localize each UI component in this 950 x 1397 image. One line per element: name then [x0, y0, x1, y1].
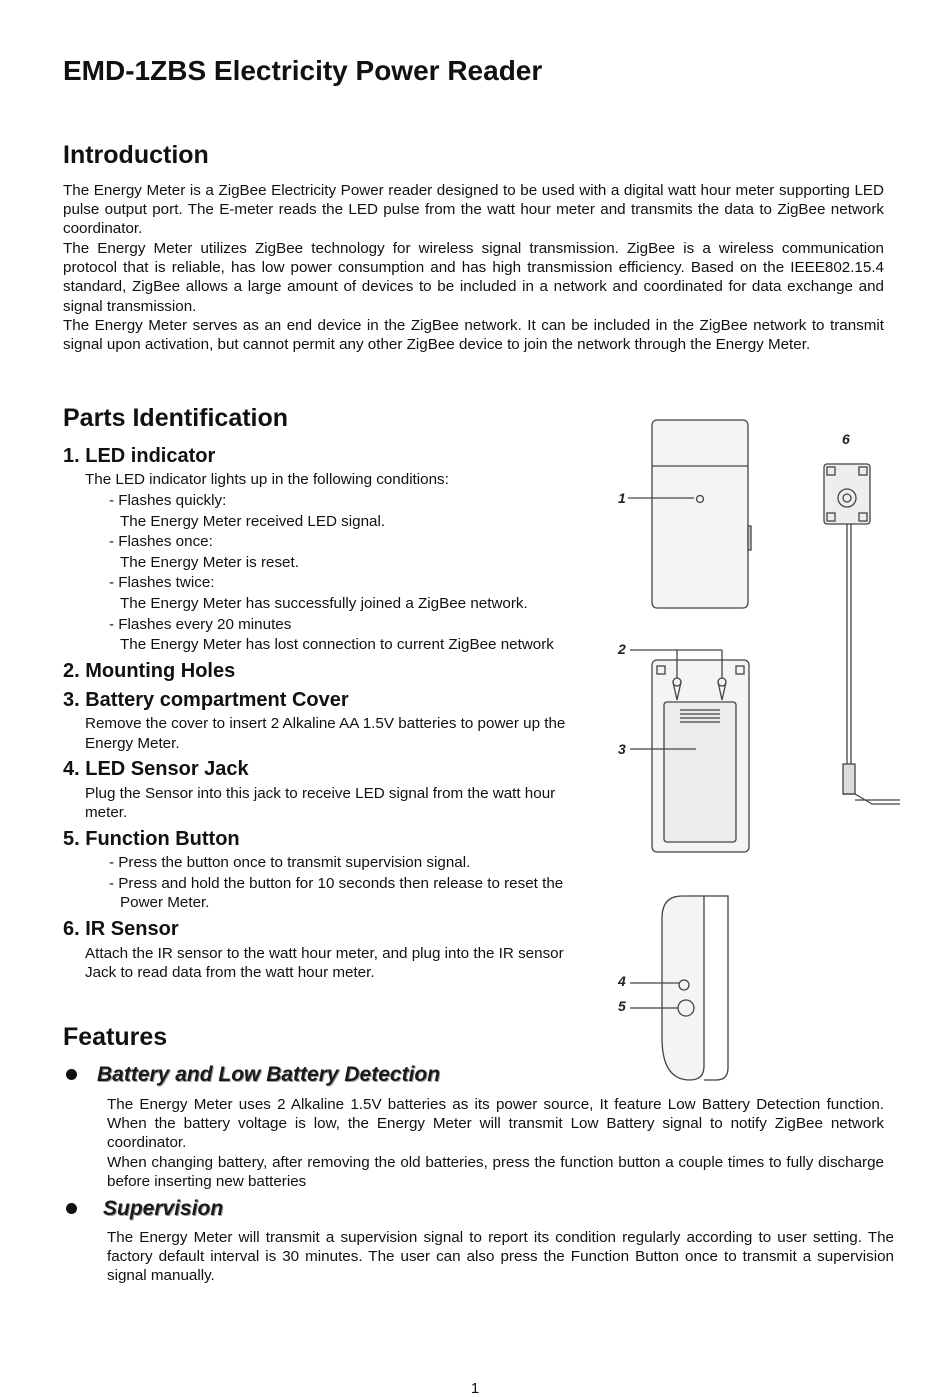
ir-sensor-text: Jack to read data from the watt hour meter. [85, 964, 375, 981]
feature-supervision-paragraph: The Energy Meter will transmit a supervision signal to report its condition regularly according to user setting. The factory default interval is 30 minutes. The user can also press the Function Button once to transmit a supervision signal manually. [107, 1229, 894, 1285]
bullet-icon [66, 1069, 77, 1080]
led-condition-desc: The Energy Meter has successfully joined a ZigBee network. [120, 595, 528, 612]
callout-label-3: 3 [618, 741, 626, 757]
led-condition-desc: The Energy Meter has lost connection to current ZigBee network [120, 636, 554, 653]
callout-label-4: 4 [618, 973, 626, 989]
led-sensor-jack-heading: 4. LED Sensor Jack [63, 758, 249, 780]
led-condition-label: - Flashes every 20 minutes [109, 616, 292, 633]
bullet-icon [66, 1203, 77, 1214]
function-button-text: Power Meter. [120, 894, 210, 911]
ir-sensor-heading: 6. IR Sensor [63, 918, 179, 940]
callout-label-2: 2 [618, 641, 626, 657]
ir-sensor-text: Attach the IR sensor to the watt hour meter, and plug into the IR sensor [85, 945, 564, 962]
introduction-heading: Introduction [63, 141, 209, 169]
callout-label-6: 6 [842, 431, 850, 447]
led-condition-label: - Flashes quickly: [109, 492, 227, 509]
function-button-heading: 5. Function Button [63, 828, 240, 850]
intro-paragraph-1: The Energy Meter is a ZigBee Electricity Power reader designed to be used with a digital watt hour meter supporting LED pulse output port. The E-meter reads the LED pulse from the watt hour meter and transmits the data to ZigBee network coordinator. [63, 182, 884, 238]
led-sensor-jack-text: meter. [85, 804, 128, 821]
feature-title-battery: Battery and Low Battery Detection [97, 1063, 441, 1086]
led-indicator-heading: 1. LED indicator [63, 445, 216, 467]
feature-title-supervision: Supervision [103, 1197, 224, 1220]
document-title: EMD-1ZBS Electricity Power Reader [63, 55, 543, 86]
features-heading: Features [63, 1023, 168, 1051]
battery-cover-text: Remove the cover to insert 2 Alkaline AA 1.5V batteries to power up the [85, 715, 566, 732]
feature-battery-paragraph-1: The Energy Meter uses 2 Alkaline 1.5V batteries as its power source, It feature Low Battery Detection function. When the battery voltage is low, the Energy Meter will transmit Low Battery signal to notify ZigBee network coordinator. [107, 1096, 884, 1152]
parts-heading: Parts Identification [63, 404, 289, 432]
battery-cover-text: Energy Meter. [85, 735, 180, 752]
intro-paragraph-3: The Energy Meter serves as an end device in the ZigBee network. It can be included in the ZigBee network to transmit signal upon activation, but cannot permit any other ZigBee device to join the network through the Energy Meter. [63, 317, 884, 354]
mounting-holes-heading: 2. Mounting Holes [63, 660, 236, 682]
callout-label-5: 5 [618, 998, 626, 1014]
led-sensor-jack-text: Plug the Sensor into this jack to receive LED signal from the watt hour [85, 785, 556, 802]
page-number: 1 [470, 1380, 480, 1397]
callout-label-1: 1 [618, 490, 626, 506]
led-condition-label: - Flashes once: [109, 533, 213, 550]
function-button-text: - Press the button once to transmit supervision signal. [109, 854, 471, 871]
battery-cover-heading: 3. Battery compartment Cover [63, 689, 349, 711]
led-condition-desc: The Energy Meter received LED signal. [120, 513, 386, 530]
device-diagram [612, 418, 904, 1084]
led-condition-desc: The Energy Meter is reset. [120, 554, 299, 571]
feature-battery-paragraph-2: When changing battery, after removing the old batteries, press the function button a couple times to fully discharge before inserting new batteries [107, 1154, 884, 1191]
led-intro: The LED indicator lights up in the following conditions: [85, 471, 449, 488]
intro-paragraph-2: The Energy Meter utilizes ZigBee technology for wireless signal transmission. ZigBee is a wireless communication protocol that is reliable, has low power consumption and has high transmission efficiency. Based on the IEEE802.15.4 standard, ZigBee allows a large amount of devices to be included in a network and coordinated for data exchange and signal transmission. [63, 240, 884, 315]
function-button-text: - Press and hold the button for 10 seconds then release to reset the [109, 875, 564, 892]
led-condition-label: - Flashes twice: [109, 574, 215, 591]
